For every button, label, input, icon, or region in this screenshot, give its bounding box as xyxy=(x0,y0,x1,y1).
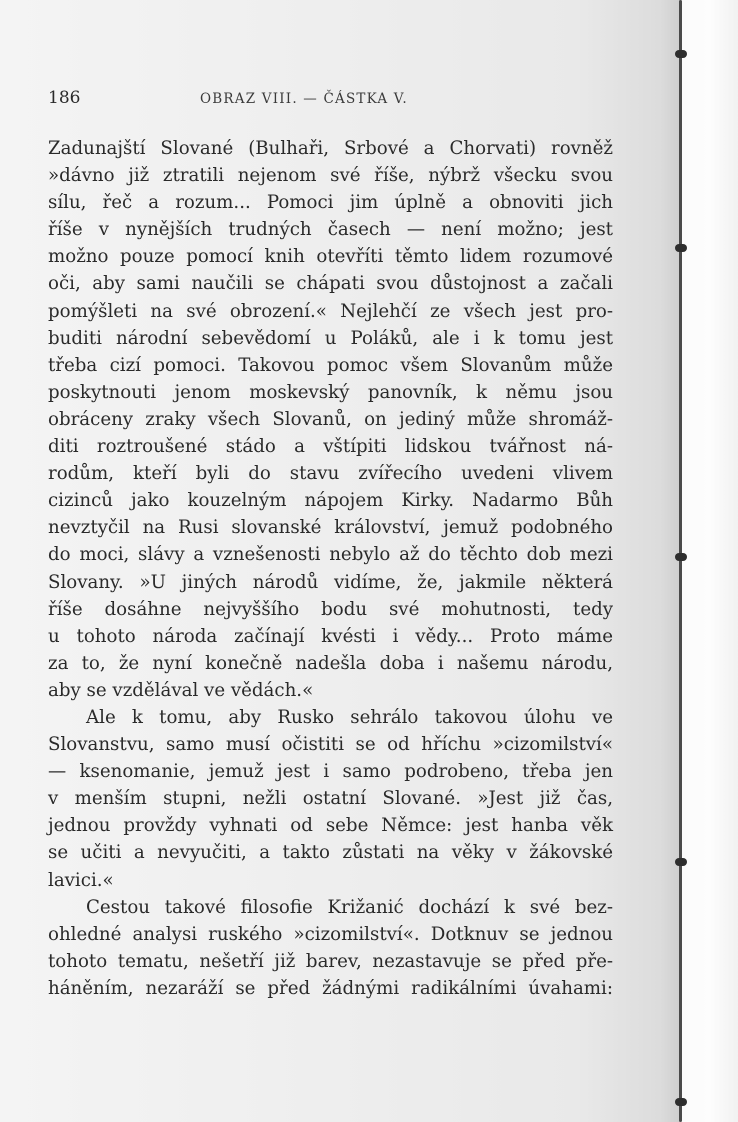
text-line: říše dosáhne nejvyššího bodu své mohutnosti, tedy xyxy=(48,598,613,620)
text-line: pomýšleti na své obrození.« Nejlehčí ze všech jest pro- xyxy=(48,300,613,322)
text-line: tohoto tematu, nešetří již barev, nezastavuje se před pře- xyxy=(48,950,613,972)
text-line: — ksenomanie, jemuž jest i samo podrobeno, třeba jen xyxy=(48,761,613,783)
binding-knot xyxy=(675,50,687,58)
body-text xyxy=(48,135,613,1002)
binding-knot xyxy=(675,244,687,252)
binding-thread xyxy=(679,0,682,1122)
text-line: Slovanstvu, samo musí očistiti se od hříchu »cizomilství« xyxy=(48,734,613,756)
text-line: v menším stupni, nežli ostatní Slované. »Jest již čas, xyxy=(48,788,613,810)
text-line: do moci, slávy a vznešenosti nebylo až do těchto dob mezi xyxy=(48,544,613,566)
text-line: se učiti a nevyučiti, a takto zůstati na věky v žákovské xyxy=(48,842,613,864)
page-header xyxy=(48,88,608,112)
text-line: obráceny zraky všech Slovanů, on jediný může shromáž- xyxy=(48,408,613,430)
paragraph-1 xyxy=(48,135,613,704)
text-line: říše v nynějších trudných časech — není možno; jest xyxy=(48,219,613,241)
paragraph-3 xyxy=(48,894,613,1002)
text-line: »dávno již ztratili nejenom své říše, nýbrž všecku svou xyxy=(48,165,613,187)
text-line: jednou provždy vyhnati od sebe Němce: jest hanba věk xyxy=(48,815,613,837)
text-line: ohledné analysi ruského »cizomilství«. Dotknuv se jednou xyxy=(48,923,613,945)
text-line: cizinců jako kouzelným nápojem Kirky. Nadarmo Bůh xyxy=(48,490,613,512)
text-line: Ale k tomu, aby Rusko sehrálo takovou úlohu ve xyxy=(86,706,613,728)
binding-knot xyxy=(675,1098,687,1106)
running-head: OBRAZ VIII. — ČÁSTKA V. xyxy=(200,91,408,107)
text-line: Zadunajští Slované (Bulhaři, Srbové a Chorvati) rovněž xyxy=(48,138,613,159)
binding-knot xyxy=(675,553,687,561)
text-line: aby se vzdělával ve vědách.« xyxy=(48,679,314,701)
page-number: 186 xyxy=(48,88,81,108)
text-line: buditi národní sebevědomí u Poláků, ale i k tomu jest xyxy=(48,327,613,349)
text-line: oči, aby sami naučili se chápati svou důstojnost a začali xyxy=(48,273,613,295)
text-line: háněním, nezaráží se před žádnými radikálními úvahami: xyxy=(48,977,613,999)
paragraph-2 xyxy=(48,704,613,894)
text-line: Slovany. »U jiných národů vidíme, že, jakmile některá xyxy=(48,571,613,593)
text-line: nevztyčil na Rusi slovanské království, jemuž podobného xyxy=(48,517,613,539)
text-line: poskytnouti jenom moskevský panovník, k němu jsou xyxy=(48,381,613,403)
facing-page-edge xyxy=(682,0,738,1122)
text-line: u tohoto národa začínají kvésti i vědy... Proto máme xyxy=(48,625,613,647)
text-line: třeba cizí pomoci. Takovou pomoc všem Slovanům může xyxy=(48,354,613,376)
text-line: rodům, kteří byli do stavu zvířecího uvedeni vlivem xyxy=(48,463,613,485)
text-line: za to, že nyní konečně nadešla doba i našemu národu, xyxy=(48,652,613,674)
text-line: diti roztroušené stádo a vštípiti lidskou tvářnost ná- xyxy=(48,436,613,458)
binding-knot xyxy=(675,858,687,866)
text-line: možno pouze pomocí knih otevříti těmto lidem rozumové xyxy=(48,246,613,268)
text-line: lavici.« xyxy=(48,869,114,891)
text-line: sílu, řeč a rozum... Pomoci jim úplně a obnoviti jich xyxy=(48,192,613,214)
text-line: Cestou takové filosofie Križanić dochází k své bez- xyxy=(86,896,613,918)
